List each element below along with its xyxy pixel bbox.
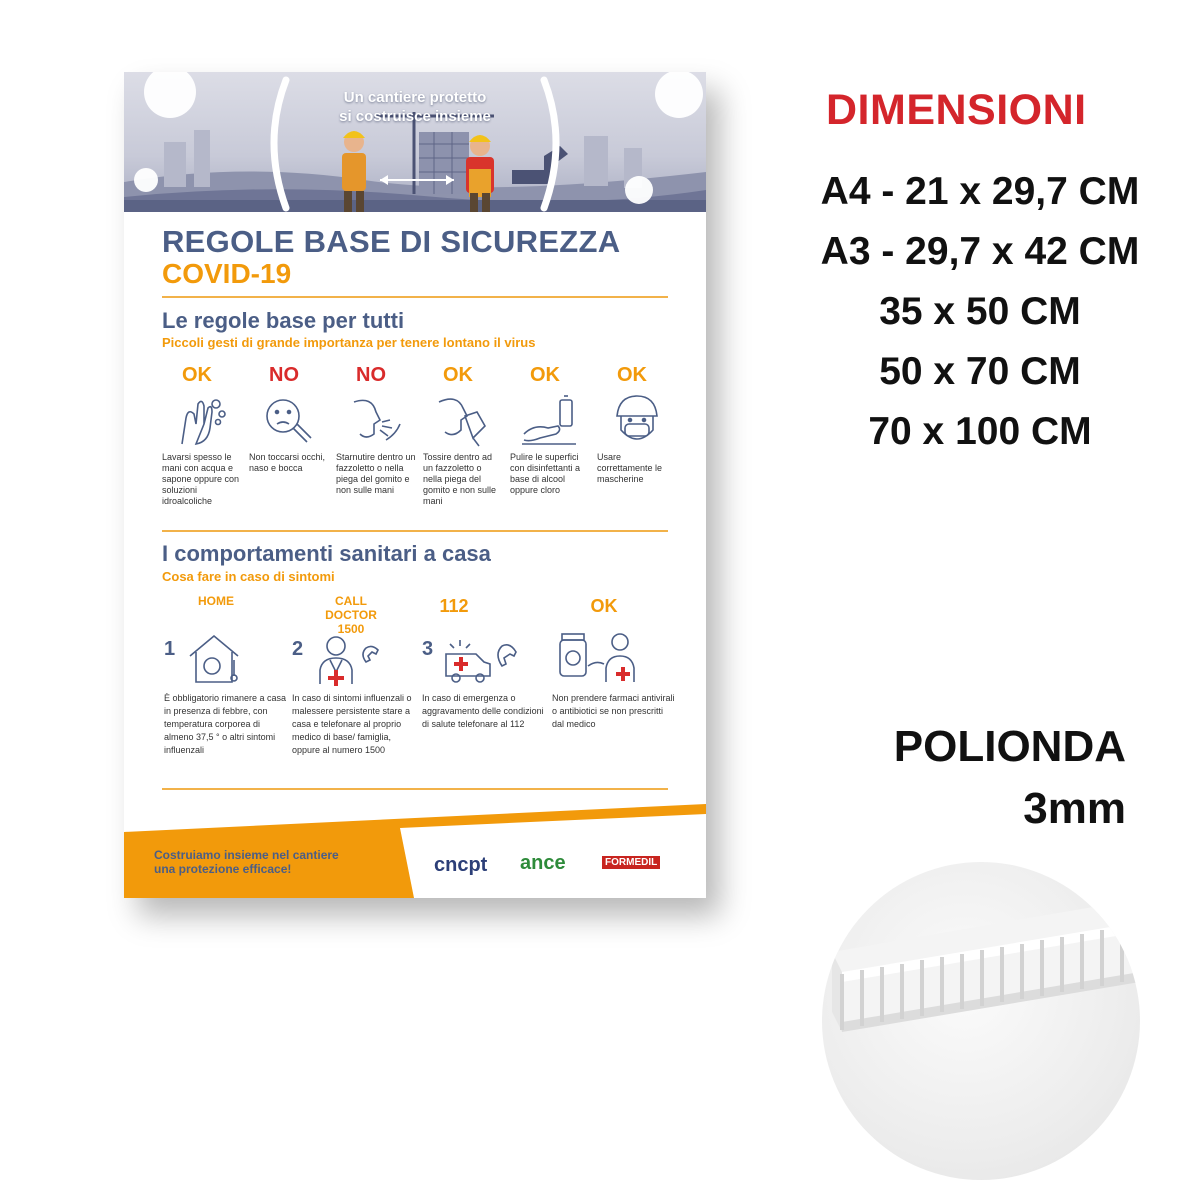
divider [162, 530, 668, 532]
footer-slogan [154, 848, 414, 876]
rule-item [423, 364, 507, 506]
banner-line-2: si costruisce insieme [339, 108, 491, 125]
rule-label: OK [182, 364, 212, 386]
rule-item [336, 364, 420, 495]
rule-text: Non toccarsi occhi, naso e bocca [249, 452, 326, 473]
poster-title: REGOLE BASE DI SICUREZZA [162, 224, 621, 259]
doctor-phone-icon [314, 632, 384, 688]
rule-label: OK [443, 364, 473, 386]
formedil-logo: FORMEDIL [602, 856, 660, 869]
section1-heading: Le regole base per tutti [162, 308, 405, 333]
footer-band [124, 784, 706, 898]
size-item: A4 - 21 x 29,7 CM [820, 170, 1140, 213]
step-label: CALL DOCTOR 1500 [325, 594, 377, 636]
footer-line-2: una protezione efficace! [154, 862, 292, 876]
rule-item [510, 364, 594, 495]
cough-tissue-icon [433, 394, 493, 448]
poster-image [124, 72, 706, 898]
step-label: 112 [439, 596, 469, 616]
dimensions-title: DIMENSIONI [826, 86, 1087, 134]
footer-line-1: Costruiamo insieme nel cantiere [154, 848, 339, 862]
divider [162, 296, 668, 298]
step-text: In caso di emergenza o aggravamento delle condizioni di salute telefonare al 112 [422, 693, 544, 729]
banner-slogan [304, 88, 526, 126]
rule-item [249, 364, 333, 473]
material-name: POLIONDA [893, 722, 1126, 771]
size-item: 70 x 100 CM [868, 410, 1092, 453]
step-text: In caso di sintomi influenzali o malessere persistente stare a casa e telefonare al proprio medico di base/ famiglia, oppure al numero 1500 [292, 693, 412, 755]
sneeze-icon [346, 394, 406, 448]
ambulance-phone-icon [442, 632, 522, 686]
rule-text: Usare correttamente le mascherine [597, 452, 663, 484]
step-label: HOME [198, 594, 234, 608]
step-text: Non prendere farmaci antivirali o antibiotici se non prescritti dal medico [552, 693, 675, 729]
rule-item [162, 364, 246, 506]
size-item: 35 x 50 CM [879, 290, 1081, 333]
section1-subheading: Piccoli gesti di grande importanza per tenere lontano il virus [162, 335, 536, 350]
poster-hero [124, 72, 706, 212]
size-item: A3 - 29,7 x 42 CM [820, 230, 1140, 273]
rule-item [597, 364, 681, 484]
face-touch-icon [259, 394, 319, 448]
section2-subheading: Cosa fare in caso di sintomi [162, 569, 335, 584]
rule-label: NO [356, 364, 386, 386]
rule-label: OK [617, 364, 647, 386]
hand-wash-icon [172, 394, 232, 448]
rule-text: Tossire dentro ad un fazzoletto o nella piega del gomito e non sulle mani [423, 452, 497, 506]
medicine-doctor-icon [554, 630, 644, 688]
rule-label: NO [269, 364, 299, 386]
mask-helmet-icon [607, 394, 667, 448]
step-text: È obbligatorio rimanere a casa in presenza di febbre, con temperatura corporea di almeno 37,5 ° o altri sintomi influenzali [164, 693, 287, 755]
rule-text: Lavarsi spesso le mani con acqua e sapone oppure con soluzioni idroalcoliche [162, 452, 240, 506]
ance-logo: ance [520, 852, 566, 874]
banner-line-1: Un cantiere protetto [343, 89, 487, 106]
rule-label: OK [530, 364, 560, 386]
section2-heading: I comportamenti sanitari a casa [162, 541, 491, 566]
step-number: 3 [422, 638, 434, 660]
house-fever-icon [186, 632, 246, 686]
step-number: 1 [164, 638, 176, 660]
rule-text: Starnutire dentro un fazzoletto o nella piega del gomito e non sulle mani [336, 452, 416, 495]
step-label: OK [590, 596, 618, 616]
size-item: 50 x 70 CM [879, 350, 1081, 393]
polionda-sample-image [822, 862, 1140, 1180]
poster-subtitle: COVID-19 [162, 258, 292, 289]
corrugated-sheet-icon [822, 862, 1140, 1180]
material-thickness: 3mm [1023, 784, 1126, 833]
disinfect-surface-icon [520, 394, 580, 448]
cncpt-logo: cncpt [434, 854, 488, 876]
step-number: 2 [292, 638, 304, 660]
rule-text: Pulire le superfici con disinfettanti a base di alcool oppure cloro [510, 452, 581, 495]
